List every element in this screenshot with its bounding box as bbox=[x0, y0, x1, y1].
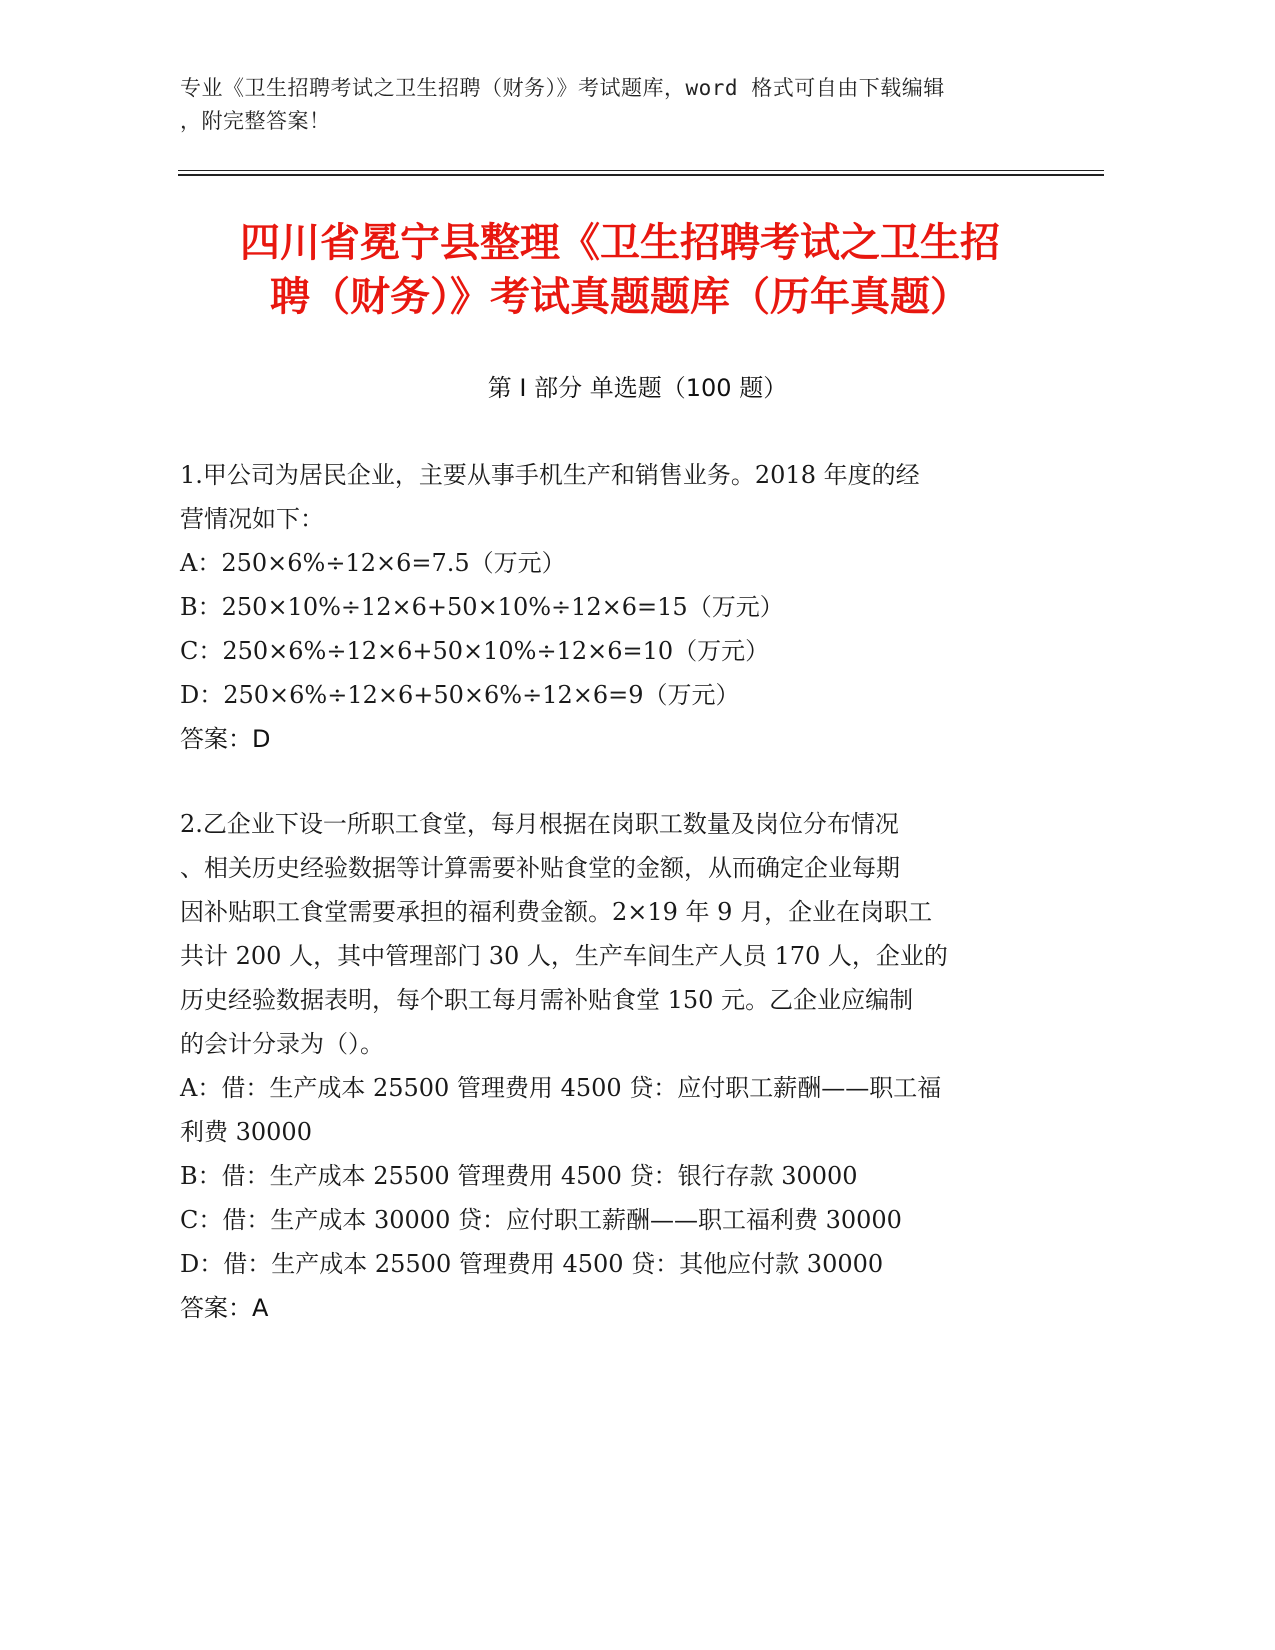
question-stem-line: 历史经验数据表明，每个职工每月需补贴食堂 150 元。乙企业应编制 bbox=[180, 986, 914, 1014]
question-stem-line: 、相关历史经验数据等计算需要补贴食堂的金额，从而确定企业每期 bbox=[180, 854, 900, 882]
answer-label: 答案：D bbox=[180, 725, 271, 753]
option-d: D：借：生产成本 25500 管理费用 4500 贷：其他应付款 30000 bbox=[180, 1250, 884, 1278]
header-divider-thick bbox=[178, 174, 1104, 176]
header-note-line-2: ，附完整答案！ bbox=[180, 109, 331, 133]
question-1 bbox=[180, 453, 1040, 761]
section-heading: 第 I 部分 单选题（100 题） bbox=[487, 374, 788, 402]
question-stem-line: 营情况如下： bbox=[180, 505, 324, 533]
option-c: C：借：生产成本 30000 贷：应付职工薪酬——职工福利费 30000 bbox=[180, 1206, 902, 1234]
question-stem-line: 共计 200 人，其中管理部门 30 人，生产车间生产人员 170 人，企业的 bbox=[180, 942, 948, 970]
question-stem-line: 的会计分录为（）。 bbox=[180, 1030, 384, 1058]
option-b: B：借：生产成本 25500 管理费用 4500 贷：银行存款 30000 bbox=[180, 1162, 858, 1190]
option-b: B：250×10%÷12×6+50×10%÷12×6=15（万元） bbox=[180, 593, 784, 621]
option-c: C：250×6%÷12×6+50×10%÷12×6=10（万元） bbox=[180, 637, 770, 665]
option-a: A：250×6%÷12×6=7.5（万元） bbox=[180, 549, 566, 577]
question-stem-line: 因补贴职工食堂需要承担的福利费金额。2×19 年 9 月，企业在岗职工 bbox=[180, 898, 933, 926]
document-title-line-2: 聘（财务）》考试真题题库（历年真题） bbox=[270, 274, 970, 320]
option-d: D：250×6%÷12×6+50×6%÷12×6=9（万元） bbox=[180, 681, 740, 709]
question-stem-line: 2.乙企业下设一所职工食堂，每月根据在岗职工数量及岗位分布情况 bbox=[180, 810, 899, 838]
header-note-line-1: 专业《卫生招聘考试之卫生招聘（财务）》考试题库，word 格式可自由下载编辑 bbox=[180, 76, 945, 100]
header-divider-thin bbox=[178, 170, 1104, 171]
question-stem-line: 1.甲公司为居民企业，主要从事手机生产和销售业务。2018 年度的经 bbox=[180, 461, 920, 489]
document-header-note bbox=[180, 72, 1060, 138]
document-title bbox=[190, 216, 1050, 324]
question-2 bbox=[180, 802, 1040, 1330]
option-a: A：借：生产成本 25500 管理费用 4500 贷：应付职工薪酬——职工福 bbox=[180, 1074, 942, 1102]
document-title-line-1: 四川省冕宁县整理《卫生招聘考试之卫生招 bbox=[240, 220, 1000, 266]
answer-label: 答案：A bbox=[180, 1294, 269, 1322]
option-a-continued: 利费 30000 bbox=[180, 1118, 312, 1146]
